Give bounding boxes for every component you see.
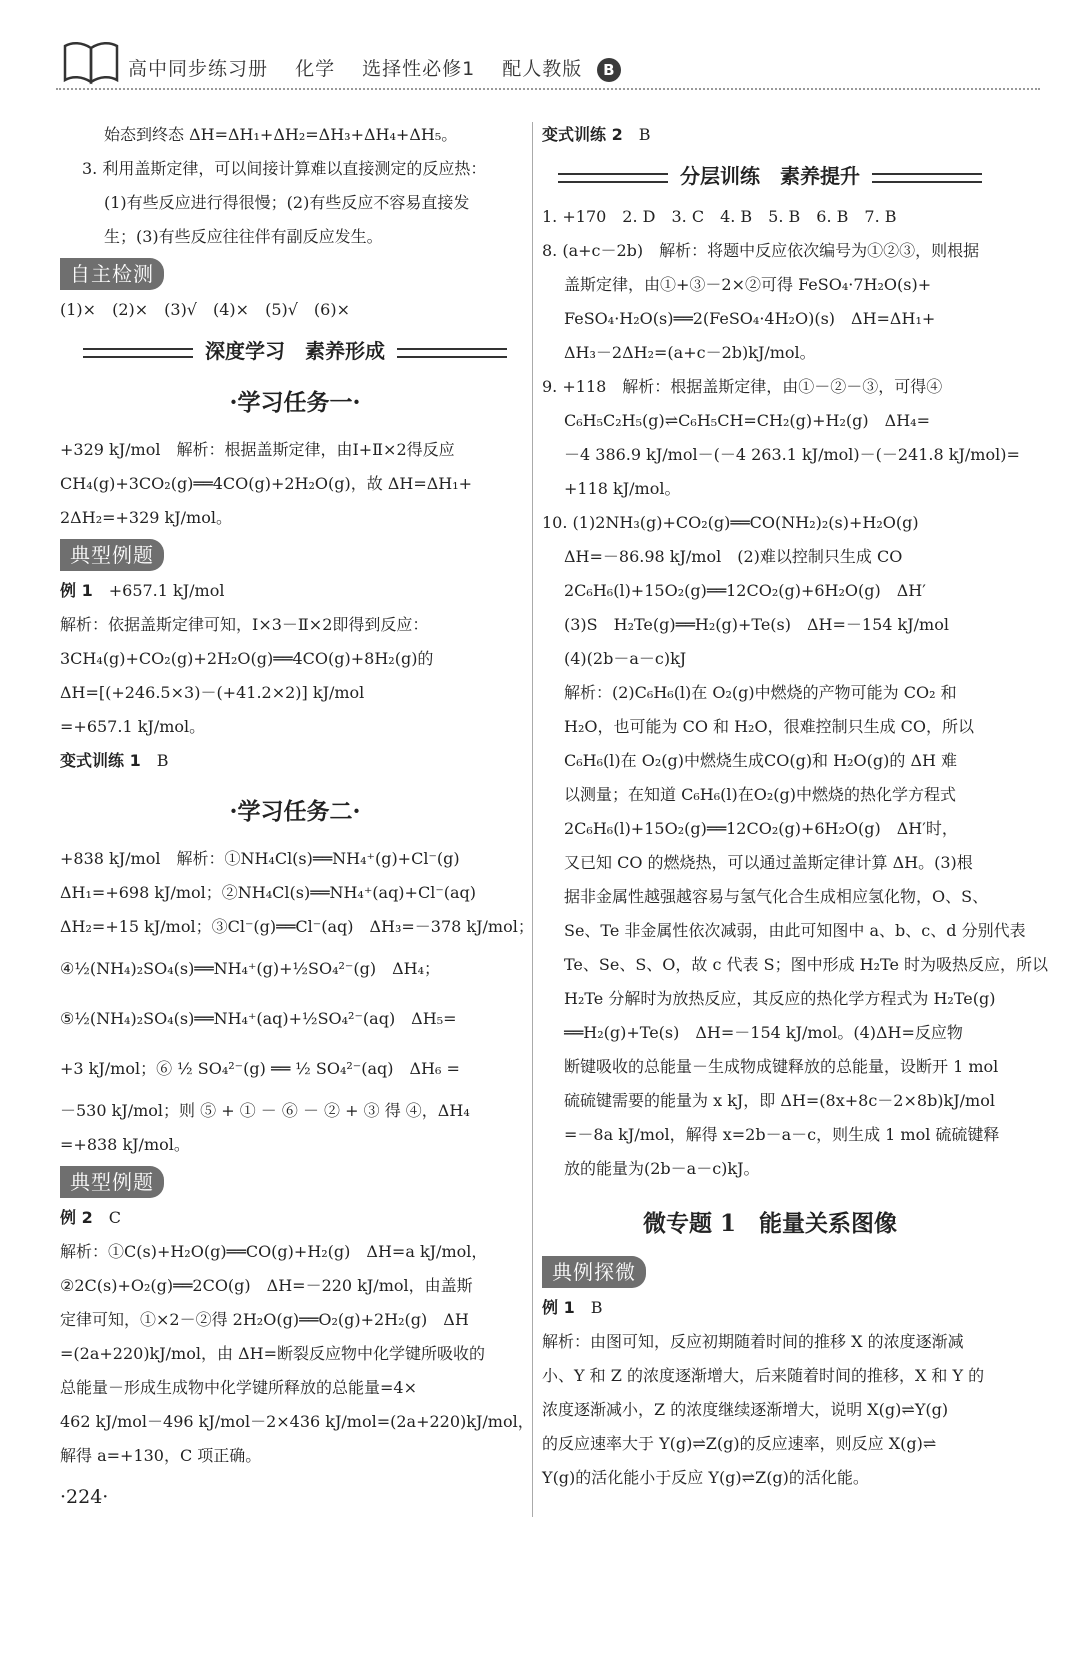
page-number: ·224·: [60, 1486, 109, 1508]
text-line: 10. (1)2NH₃(g)+CO₂(g)══CO(NH₂)₂(s)+H₂O(g): [542, 513, 919, 532]
header-title: [128, 54, 641, 82]
section-tag-self-check: 自主检测: [60, 258, 164, 290]
text-line: 解析：①C(s)+H₂O(g)══CO(g)+H₂(g) ΔH=a kJ/mol，: [60, 1242, 488, 1261]
section-tag-example: 典型例题: [60, 539, 164, 571]
example-answer: C: [108, 1208, 121, 1227]
variant-answer: B: [638, 125, 651, 144]
text-line: 生；(3)有些反应往往伴有副反应发生。: [104, 227, 383, 246]
text-line: (3)S H₂Te(g)══H₂(g)+Te(s) ΔH=－154 kJ/mol: [564, 615, 949, 634]
text-line: Te、Se、S、O，故 c 代表 S；图中形成 H₂Te 时为吸热反应，所以: [564, 955, 1049, 974]
section-tag-probe: 典例探微: [542, 1256, 646, 1288]
text-line: 定律可知，①×2－②得 2H₂O(g)══O₂(g)+2H₂(g) ΔH: [60, 1310, 469, 1329]
task-heading-1: ·学习任务一·: [229, 389, 361, 416]
text-line: ══H₂(g)+Te(s) ΔH=－154 kJ/mol。(4)ΔH=反应物: [564, 1023, 963, 1042]
column-divider: [532, 122, 533, 1517]
text-line: H₂Te 分解时为放热反应，其反应的热化学方程式为 H₂Te(g): [564, 989, 996, 1008]
text-line: 3CH₄(g)+CO₂(g)+2H₂O(g)══4CO(g)+8H₂(g)的: [60, 649, 434, 668]
text-line: 总能量－形成生成物中化学键所释放的总能量=4×: [60, 1378, 417, 1397]
text-line: ΔH₁=+698 kJ/mol；②NH₄Cl(s)══NH₄⁺(aq)+Cl⁻(aq): [60, 883, 477, 902]
edition-badge: B: [597, 58, 621, 82]
text-line: FeSO₄·H₂O(s)══2(FeSO₄·4H₂O)(s) ΔH=ΔH₁+: [564, 309, 936, 328]
text-line: +118 kJ/mol。: [564, 479, 681, 498]
variant-label: 变式训练 2: [542, 125, 623, 144]
banner-text: 分层训练 素养提升: [680, 164, 860, 188]
volume: 选择性必修1: [362, 58, 476, 80]
text-line: 解析：依据盖斯定律可知，Ⅰ×3－Ⅱ×2即得到反应：: [60, 615, 429, 634]
example-label: 例 1: [60, 581, 93, 600]
text-line: 解析：由图可知，反应初期随着时间的推移 X 的浓度逐渐减: [542, 1332, 964, 1351]
text-line: 462 kJ/mol－496 kJ/mol－2×436 kJ/mol=(2a+220)kJ/mol，: [60, 1412, 534, 1431]
banner-bar: [558, 173, 668, 183]
text-line: +838 kJ/mol 解析：①NH₄Cl(s)══NH₄⁺(g)+Cl⁻(g): [60, 849, 460, 868]
example-label: 例 1: [542, 1298, 575, 1317]
text-line: 9. +118 解析：根据盖斯定律，由①－②－③，可得④: [542, 377, 943, 396]
text-line: 硫硫键需要的能量为 x kJ，即 ΔH=(8x+8c－2×8b)kJ/mol: [564, 1091, 995, 1110]
section-banner-deep-learning: [60, 333, 530, 369]
text-line: Y(g)的活化能小于反应 Y(g)⇌Z(g)的活化能。: [542, 1468, 869, 1487]
banner-text: 深度学习 素养形成: [205, 339, 385, 363]
text-line: 放的能量为(2b－a－c)kJ。: [564, 1159, 760, 1178]
subject: 化学: [295, 58, 336, 80]
text-line: C₆H₆(l)在 O₂(g)中燃烧生成CO(g)和 H₂O(g)的 ΔH 难: [564, 751, 958, 770]
text-line: Se、Te 非金属性依次减弱，由此可知图中 a、b、c、d 分别代表: [564, 921, 1026, 940]
example-answer: +657.1 kJ/mol: [108, 581, 225, 600]
text-line: －4 386.9 kJ/mol－(－4 263.1 kJ/mol)－(－241.8 kJ/mol)=: [564, 445, 1020, 464]
variant-label: 变式训练 1: [60, 751, 141, 770]
text-line: 2C₆H₆(l)+15O₂(g)══12CO₂(g)+6H₂O(g) ΔH′: [564, 581, 926, 600]
right-column: [542, 118, 1049, 1495]
text-line: 又已知 CO 的燃烧热，可以通过盖斯定律计算 ΔH。(3)根: [564, 853, 973, 872]
text-line: CH₄(g)+3CO₂(g)══4CO(g)+2H₂O(g)，故 ΔH=ΔH₁+: [60, 474, 473, 493]
section-banner-layered-training: [542, 158, 998, 194]
text-line: 8. (a+c－2b) 解析：将题中反应依次编号为①②③，则根据: [542, 241, 980, 260]
text-line: 2C₆H₆(l)+15O₂(g)══12CO₂(g)+6H₂O(g) ΔH′时，: [564, 819, 958, 838]
text-line: ④½(NH₄)₂SO₄(s)══NH₄⁺(g)+½SO₄²⁻(g) ΔH₄；: [60, 959, 441, 978]
text-line: ⑤½(NH₄)₂SO₄(s)══NH₄⁺(aq)+½SO₄²⁻(aq) ΔH₅=: [60, 1009, 457, 1028]
text-line: ΔH₂=+15 kJ/mol；③Cl⁻(g)══Cl⁻(aq) ΔH₃=－378 kJ/mol；: [60, 917, 534, 936]
left-column: [60, 118, 534, 1473]
text-line: +3 kJ/mol；⑥ ½ SO₄²⁻(g) ══ ½ SO₄²⁻(aq) ΔH₆ =: [60, 1059, 460, 1078]
text-line: =－8a kJ/mol，解得 x=2b－a－c，则生成 1 mol 硫硫键释: [564, 1125, 1000, 1144]
text-line: ΔH=－86.98 kJ/mol (2)难以控制只生成 CO: [564, 547, 903, 566]
text-line: 3. 利用盖斯定律，可以间接计算难以直接测定的反应热：: [82, 159, 487, 178]
book-series: 高中同步练习册: [128, 58, 269, 80]
text-line: 解得 a=+130，C 项正确。: [60, 1446, 262, 1465]
micro-topic-heading: 微专题 1 能量关系图像: [642, 1210, 897, 1237]
text-line: =+657.1 kJ/mol。: [60, 717, 206, 736]
self-check-answers: (1)× (2)× (3)√ (4)× (5)√ (6)×: [60, 300, 351, 319]
text-line: ②2C(s)+O₂(g)══2CO(g) ΔH=－220 kJ/mol，由盖斯: [60, 1276, 473, 1295]
text-line: H₂O，也可能为 CO 和 H₂O，很难控制只生成 CO，所以: [564, 717, 975, 736]
book-icon: [62, 40, 120, 86]
text-line: 据非金属性越强越容易与氢气化合生成相应氢化物，O、S、: [564, 887, 989, 906]
section-tag-example: 典型例题: [60, 1166, 164, 1198]
banner-bar: [397, 348, 507, 358]
text-line: =+838 kJ/mol。: [60, 1135, 190, 1154]
text-line: 2ΔH₂=+329 kJ/mol。: [60, 508, 232, 527]
text-line: +329 kJ/mol 解析：根据盖斯定律，由Ⅰ+Ⅱ×2得反应: [60, 440, 455, 459]
task-heading-2: ·学习任务二·: [229, 798, 361, 825]
edition: 配人教版: [502, 58, 583, 80]
banner-bar: [872, 173, 982, 183]
text-line: 解析：(2)C₆H₆(l)在 O₂(g)中燃烧的产物可能为 CO₂ 和: [564, 683, 957, 702]
text-line: 盖斯定律，由①+③－2×②可得 FeSO₄·7H₂O(s)+: [564, 275, 932, 294]
text-line: (1)有些反应进行得很慢；(2)有些反应不容易直接发: [104, 193, 470, 212]
example-label: 例 2: [60, 1208, 93, 1227]
text-line: 浓度逐渐减小，Z 的浓度继续逐渐增大，说明 X(g)⇌Y(g): [542, 1400, 949, 1419]
text-line: C₆H₅C₂H₅(g)⇌C₆H₅CH=CH₂(g)+H₂(g) ΔH₄=: [564, 411, 930, 430]
text-line: 以测量；在知道 C₆H₆(l)在O₂(g)中燃烧的热化学方程式: [564, 785, 956, 804]
text-line: －530 kJ/mol；则 ⑤ + ① － ⑥ － ② + ③ 得 ④，ΔH₄: [60, 1101, 470, 1120]
banner-bar: [83, 348, 193, 358]
text-line: 小、Y 和 Z 的浓度逐渐增大，后来随着时间的推移，X 和 Y 的: [542, 1366, 985, 1385]
variant-answer: B: [156, 751, 169, 770]
text-line: 的反应速率大于 Y(g)⇌Z(g)的反应速率，则反应 X(g)⇌: [542, 1434, 937, 1453]
text-line: =(2a+220)kJ/mol，由 ΔH=断裂反应物中化学键所吸收的: [60, 1344, 485, 1363]
header-rule: [56, 88, 1040, 90]
text-line: (4)(2b－a－c)kJ: [564, 649, 687, 668]
answer-line: 1. +170 2. D 3. C 4. B 5. B 6. B 7. B: [542, 207, 897, 226]
example-answer: B: [590, 1298, 603, 1317]
text-line: ΔH₃－2ΔH₂=(a+c－2b)kJ/mol。: [564, 343, 816, 362]
text-line: 断键吸收的总能量－生成物成键释放的总能量，设断开 1 mol: [564, 1057, 999, 1076]
text-line: ΔH=[(+246.5×3)－(+41.2×2)] kJ/mol: [60, 683, 365, 702]
page-header: [56, 40, 1040, 92]
text-line: 始态到终态 ΔH=ΔH₁+ΔH₂=ΔH₃+ΔH₄+ΔH₅。: [104, 125, 458, 144]
